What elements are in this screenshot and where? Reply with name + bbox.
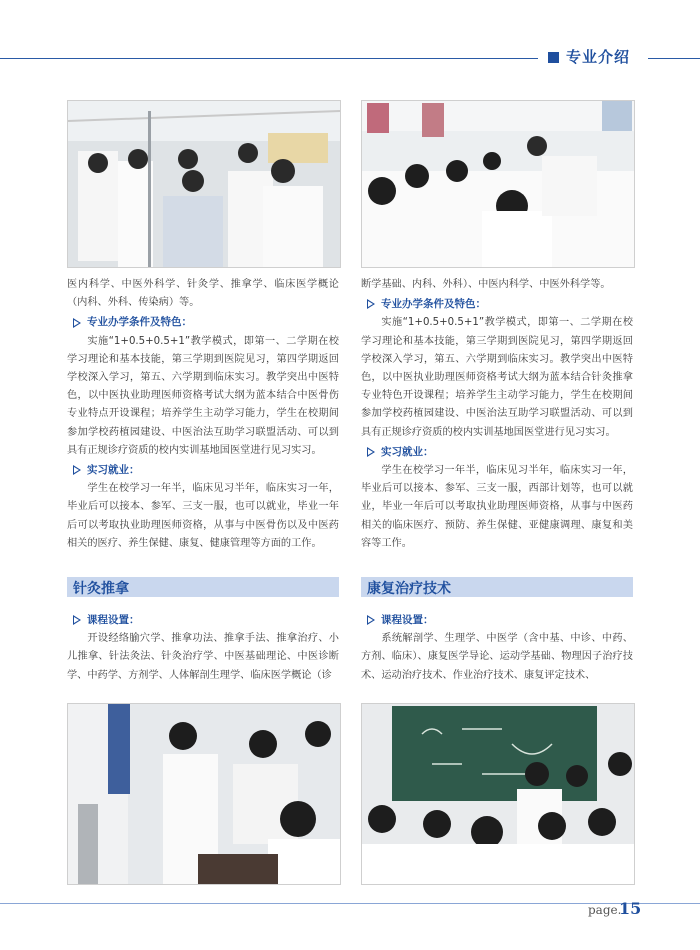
left-section-text xyxy=(67,610,339,685)
right-subheading-courses-label: 课程设置： xyxy=(381,614,434,626)
page-title: 专业介绍 xyxy=(566,48,631,66)
photo-group-demonstration xyxy=(361,100,635,268)
left-subheading-employment-label: 实习就业： xyxy=(87,464,140,477)
right-courses-paragraph: 系统解剖学、生理学、中医学（含中基、中诊、中药、方剂、临床）、康复医学导论、运动学基础、物理因子治疗技术、运动治疗技术、作业治疗技术、康复评定技术、 xyxy=(361,633,633,681)
right-intro-paragraph: 断学基础、内科、外科）、中医内科学、中医外科学等。 xyxy=(361,279,611,290)
section-bar-rehabilitation xyxy=(361,577,633,597)
triangle-bullet-icon xyxy=(367,615,375,625)
right-subheading-courses xyxy=(367,611,633,629)
page-number: 15 xyxy=(619,899,642,918)
left-subheading-employment xyxy=(73,461,339,479)
left-column-text xyxy=(67,276,339,553)
right-column-text xyxy=(361,276,633,553)
page-label: page. xyxy=(588,903,622,917)
right-subheading-conditions-label: 专业办学条件及特色： xyxy=(381,298,486,311)
triangle-bullet-icon xyxy=(367,299,375,309)
left-conditions-paragraph: 实施“1+0.5+0.5+1”教学模式，即第一、二学期在校学习理论和基本技能，第三学期到医院见习，第四学期返回学校深入学习，第五、六学期到临床实习。教学突出中医特色，以中医执业助理医师资格考试大纲为蓝本结合中医骨伤专业特点开设课程；培养学生主动学习能力，学生在校期间参加学校药植园建设、中医治法互助学习联盟活动、可以到具有正规诊疗资质的校内实训基地国医堂进行见习实习。 xyxy=(67,335,339,456)
section-title-rehabilitation: 康复治疗技术 xyxy=(367,581,451,597)
triangle-bullet-icon xyxy=(367,447,375,457)
right-conditions-paragraph: 实施“1+0.5+0.5+1”教学模式，即第一、二学期在校学习理论和基本技能，第三学期到医院见习，第四学期返回学校深入学习，第五、六学期到临床实习。教学突出中医特色，以中医执业助理医师资格考试大纲为蓝本结合针灸推拿专业特色开设课程；培养学生主动学习能力，学生在校期间参加学校药植园建设、中医治法互助学习联盟活动、可以到具有正规诊疗资质的校内实训基地国医堂进行见习实习。 xyxy=(361,317,633,438)
right-subheading-employment-label: 实习就业： xyxy=(381,445,434,458)
header-rule-right xyxy=(648,58,700,59)
header-square-icon xyxy=(548,52,559,63)
photo-blackboard-lesson xyxy=(361,703,635,885)
triangle-bullet-icon xyxy=(73,615,81,625)
left-subheading-conditions xyxy=(73,313,339,331)
photo-massage-practice xyxy=(67,703,341,885)
right-subheading-conditions xyxy=(367,295,633,313)
left-employment-paragraph: 学生在校学习一年半，临床见习半年，临床实习一年，毕业后可以接本、参军、三支一服，也可以就业，毕业一年后可以考取执业助理医师资格，从事与中医骨伤以及中医药相关的医疗、养生保健、康复、健康管理等方面的工作。 xyxy=(67,483,339,549)
section-title-acupuncture: 针灸推拿 xyxy=(73,581,129,597)
right-employment-paragraph: 学生在校学习一年半，临床见习半年，临床实习一年，毕业后可以接本、参军、三支一服，西部计划等，也可以就业，毕业一年后可以考取执业助理医师资格，从事与中医药相关的临床医疗、预防、养生保健、亚健康调理、康复和美容等工作。 xyxy=(361,465,633,549)
photo-classroom-practice xyxy=(67,100,341,268)
left-courses-paragraph: 开设经络腧穴学、推拿功法、推拿手法、推拿治疗、小儿推拿、针法灸法、针灸治疗学、中医基础理论、中医诊断学、中药学、方剂学、人体解剖生理学、临床医学概论（诊 xyxy=(67,633,339,681)
right-section-text xyxy=(361,610,633,685)
left-subheading-courses xyxy=(73,611,339,629)
right-subheading-employment xyxy=(367,443,633,461)
left-intro-paragraph: 医内科学、中医外科学、针灸学、推拿学、临床医学概论（内科、外科、传染病）等。 xyxy=(67,279,339,309)
left-subheading-conditions-label: 专业办学条件及特色： xyxy=(87,316,192,329)
section-bar-acupuncture xyxy=(67,577,339,597)
triangle-bullet-icon xyxy=(73,465,81,475)
triangle-bullet-icon xyxy=(73,318,81,328)
left-subheading-courses-label: 课程设置： xyxy=(87,614,140,626)
header-rule-left xyxy=(0,58,538,59)
